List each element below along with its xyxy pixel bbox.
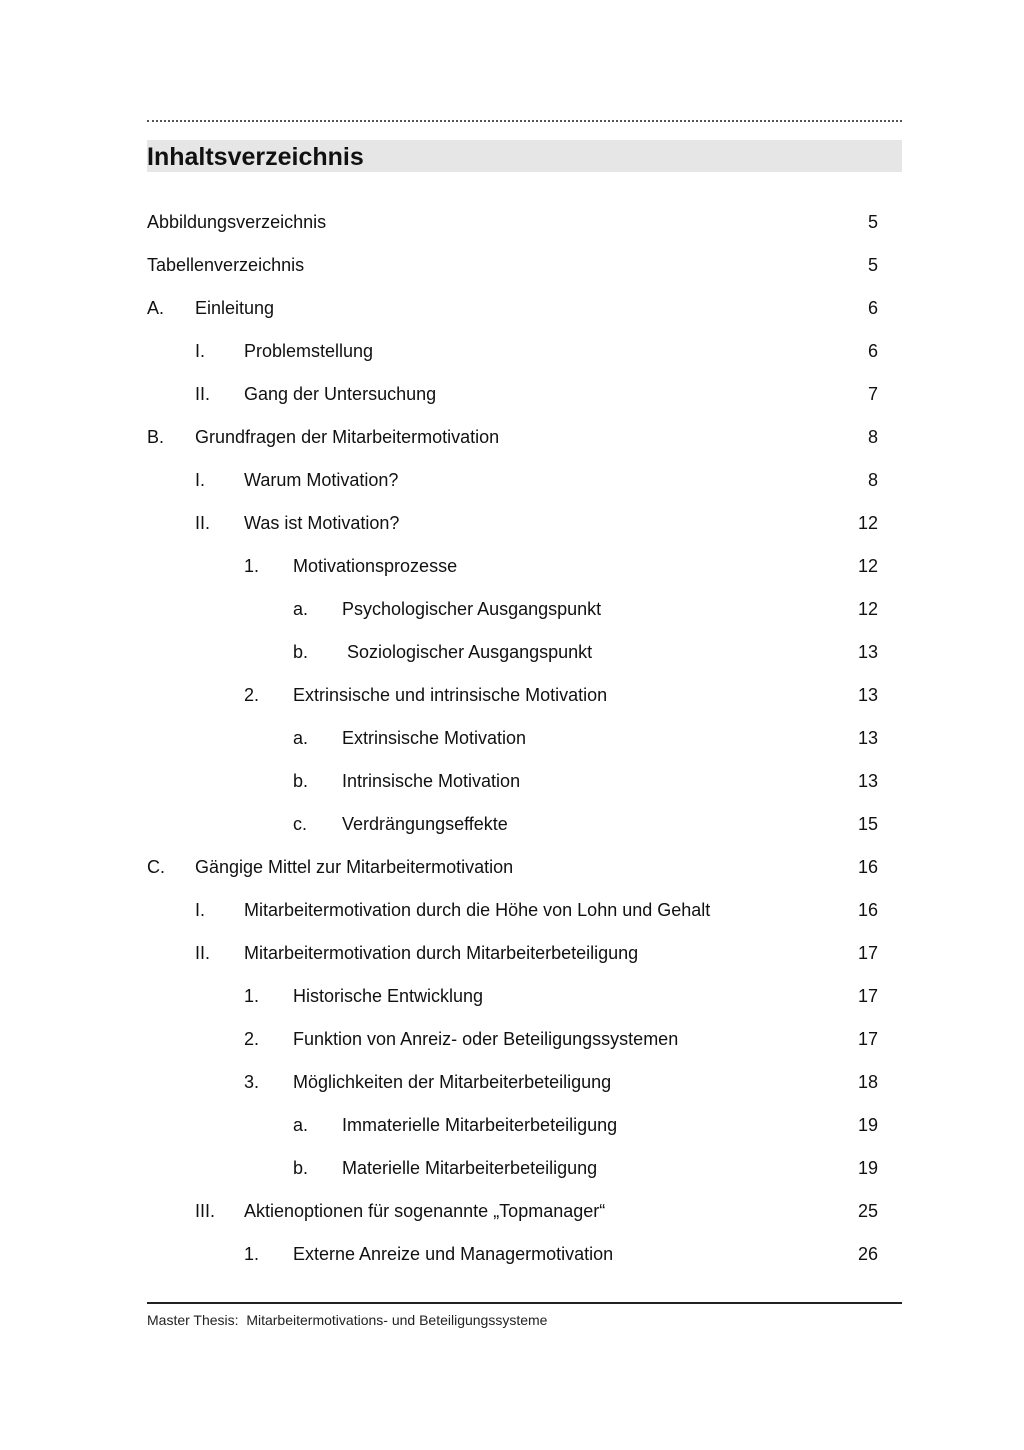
toc-entry	[0, 1113, 1024, 1137]
toc-entry-number: A.	[147, 298, 165, 318]
toc-entry-title: Extrinsische Motivation	[342, 728, 527, 748]
toc-entry-title: Soziologischer Ausgangspunkt	[342, 642, 593, 662]
toc-entry-title: Psychologischer Ausgangspunkt	[342, 599, 602, 619]
toc-entry-page: 15	[857, 814, 878, 834]
toc-entry-number: B.	[147, 427, 165, 447]
toc-entry	[0, 769, 1024, 793]
toc-entry-title: Grundfragen der Mitarbeitermotivation	[195, 427, 500, 447]
toc-entry-number: 2.	[244, 1029, 260, 1049]
toc-entry-page: 6	[867, 298, 878, 318]
toc-entry-number: 1.	[244, 986, 260, 1006]
toc-entry-title: Problemstellung	[244, 341, 374, 361]
toc-entry-title: Möglichkeiten der Mitarbeiterbeteiligung	[293, 1072, 612, 1092]
toc-entry	[0, 511, 1024, 535]
toc-entry-page: 17	[857, 943, 878, 963]
toc-entry-number: a.	[293, 599, 309, 619]
toc-entry	[0, 726, 1024, 750]
toc-entry-number: I.	[195, 900, 206, 920]
toc-entry	[0, 339, 1024, 363]
toc-entry-title: Einleitung	[195, 298, 275, 318]
toc-entry	[0, 468, 1024, 492]
toc-entry	[0, 1199, 1024, 1223]
toc-entry-page: 12	[857, 556, 878, 576]
toc-entry	[0, 1242, 1024, 1266]
toc-entry	[0, 1027, 1024, 1051]
toc-entry	[0, 425, 1024, 449]
toc-entry-number: b.	[293, 642, 309, 662]
toc-entry-title: Warum Motivation?	[244, 470, 399, 490]
toc-entry-page: 13	[857, 685, 878, 705]
toc-entry-page: 19	[857, 1115, 878, 1135]
toc-entry-number: 1.	[244, 556, 260, 576]
toc-entry-page: 6	[867, 341, 878, 361]
top-dotted-rule	[147, 120, 902, 122]
toc-entry-title: Historische Entwicklung	[293, 986, 484, 1006]
toc-entry	[0, 984, 1024, 1008]
toc-entry-title: Verdrängungseffekte	[342, 814, 508, 834]
toc-entry-title: Gängige Mittel zur Mitarbeitermotivation	[195, 857, 514, 877]
toc-entry-number: b.	[293, 1158, 309, 1178]
toc-entry-title: Materielle Mitarbeiterbeteiligung	[342, 1158, 598, 1178]
toc-entry	[0, 296, 1024, 320]
toc-entry	[0, 382, 1024, 406]
toc-entry-title: Immaterielle Mitarbeiterbeteiligung	[342, 1115, 618, 1135]
footer-rule	[147, 1302, 902, 1304]
toc-entry	[0, 640, 1024, 664]
toc-entry-number: III.	[195, 1201, 216, 1221]
toc-entry-page: 13	[857, 728, 878, 748]
toc-entry-title: Externe Anreize und Managermotivation	[293, 1244, 614, 1264]
toc-entry-page: 13	[857, 642, 878, 662]
toc-entry-page: 7	[867, 384, 878, 404]
toc-entry	[0, 898, 1024, 922]
toc-entry-number: 3.	[244, 1072, 260, 1092]
page-title: Inhaltsverzeichnis	[147, 143, 364, 171]
toc-entry-page: 16	[857, 857, 878, 877]
toc-entry-title: Tabellenverzeichnis	[147, 255, 305, 275]
toc-entry-page: 18	[857, 1072, 878, 1092]
toc-entry-number: C.	[147, 857, 165, 877]
toc-entry	[0, 941, 1024, 965]
toc-entry-title: Motivationsprozesse	[293, 556, 458, 576]
toc-entry-page: 8	[867, 427, 878, 447]
toc-entry-number: II.	[195, 943, 211, 963]
toc-entry	[0, 683, 1024, 707]
toc-entry	[0, 812, 1024, 836]
toc-entry	[0, 855, 1024, 879]
toc-entry-title: Was ist Motivation?	[244, 513, 400, 533]
toc-entry-page: 12	[857, 599, 878, 619]
toc-entry-title: Aktienoptionen für sogenannte „Topmanager“	[244, 1201, 606, 1221]
toc-entry-page: 13	[857, 771, 878, 791]
toc-entry	[0, 597, 1024, 621]
toc-entry-title: Mitarbeitermotivation durch die Höhe von Lohn und Gehalt	[244, 900, 711, 920]
toc-entry-number: I.	[195, 341, 206, 361]
toc-entry-title: Gang der Untersuchung	[244, 384, 437, 404]
toc-entry-page: 5	[867, 212, 878, 232]
toc-entry	[0, 210, 1024, 234]
toc-entry	[0, 554, 1024, 578]
toc-entry-page: 25	[857, 1201, 878, 1221]
toc-entry-number: 2.	[244, 685, 260, 705]
toc-entry-number: a.	[293, 728, 309, 748]
toc-entry-page: 5	[867, 255, 878, 275]
toc-entry-number: II.	[195, 513, 211, 533]
toc-entry	[0, 253, 1024, 277]
toc-entry-title: Intrinsische Motivation	[342, 771, 521, 791]
toc-entry-page: 16	[857, 900, 878, 920]
toc-entry-title: Abbildungsverzeichnis	[147, 212, 327, 232]
toc-entry-number: II.	[195, 384, 211, 404]
toc-entry-page: 19	[857, 1158, 878, 1178]
toc-entry-page: 12	[857, 513, 878, 533]
toc-entry-number: c.	[293, 814, 308, 834]
toc-entry-page: 17	[857, 986, 878, 1006]
toc-entry-number: b.	[293, 771, 309, 791]
page-footer: Master Thesis: Mitarbeitermotivations- und Beteiligungssysteme	[147, 1312, 548, 1328]
toc-entry-number: a.	[293, 1115, 309, 1135]
toc-entry-number: 1.	[244, 1244, 260, 1264]
toc-entry-page: 26	[857, 1244, 878, 1264]
toc-entry	[0, 1070, 1024, 1094]
toc-entry-page: 17	[857, 1029, 878, 1049]
toc-entry-title: Funktion von Anreiz- oder Beteiligungssystemen	[293, 1029, 679, 1049]
toc-entry-title: Extrinsische und intrinsische Motivation	[293, 685, 608, 705]
toc-entry	[0, 1156, 1024, 1180]
toc-entry-title: Mitarbeitermotivation durch Mitarbeiterbeteiligung	[244, 943, 639, 963]
toc-entry-number: I.	[195, 470, 206, 490]
toc-entry-page: 8	[867, 470, 878, 490]
